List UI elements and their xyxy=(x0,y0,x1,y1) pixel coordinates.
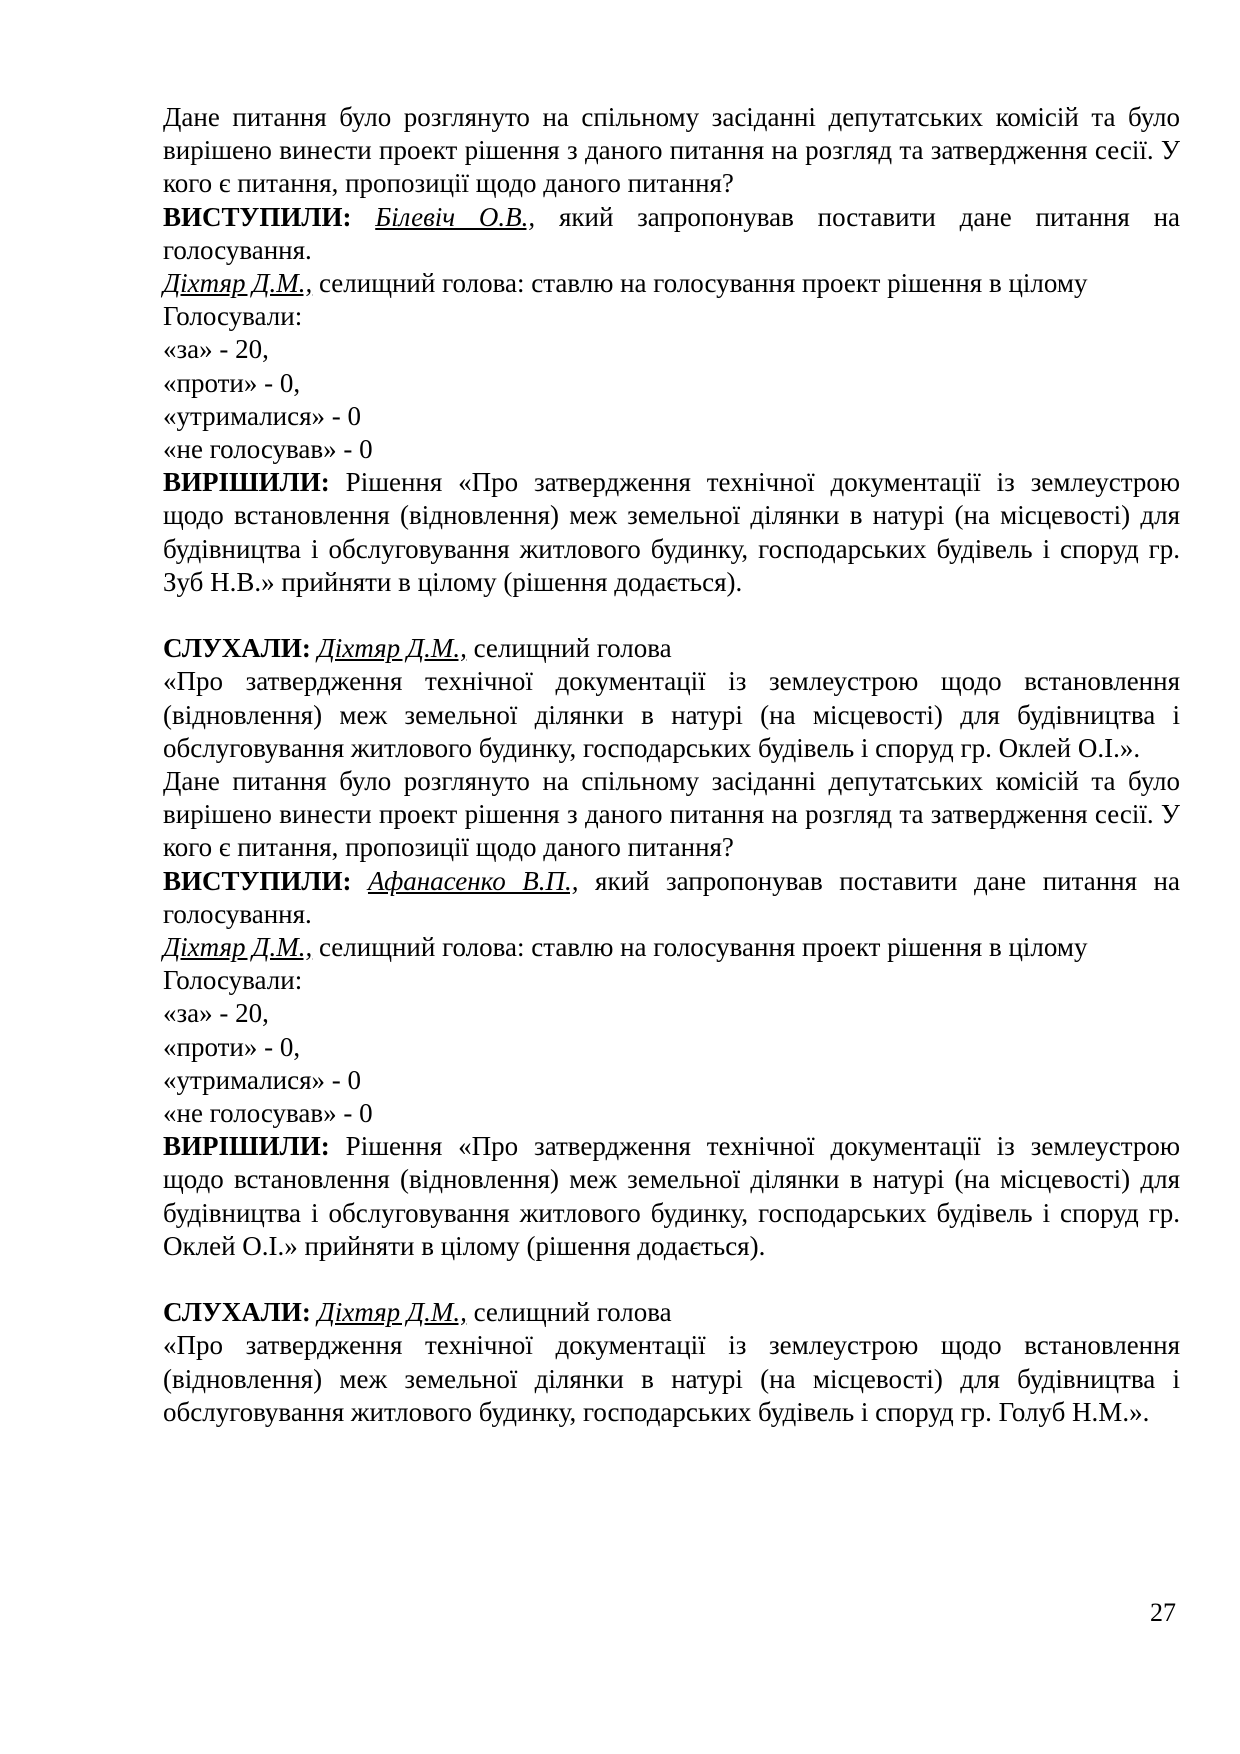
vote-abstained: «утрималися» - 0 xyxy=(163,1064,362,1095)
speaker-name: Афанасенко В.П., xyxy=(367,865,579,896)
heard-label: СЛУХАЛИ: xyxy=(163,1297,311,1328)
block3-topic: «Про затвердження технічної документації із землеустрою щодо встановлення (відновлення) меж земельної ділянки в натурі (на місцевості) для будівництва і обслуговування житлового будинку, господарських будівель і споруд гр. Голуб Н.М.». xyxy=(163,1330,1180,1427)
decided-text: Рішення «Про затвердження технічної документації із землеустрою щодо встановлення (відновлення) меж земельної ділянки в натурі (на місцевості) для будівництва і обслуговування житлового будинку, господарських будівель і споруд гр. Оклей О.І.» прийняти в цілому (рішення додається). xyxy=(163,1131,1180,1261)
section-spacer xyxy=(163,1263,1180,1296)
votes-heading: Голосували: xyxy=(163,301,303,332)
vote-not-voted: «не голосував» - 0 xyxy=(163,434,373,465)
vote-abstained: «утрималися» - 0 xyxy=(163,400,362,431)
vote-for: «за» - 20, xyxy=(163,998,269,1029)
decided-label: ВИРІШИЛИ: xyxy=(163,467,330,498)
heard-name: Діхтяр Д.М., xyxy=(317,1297,467,1328)
heard-name: Діхтяр Д.М., xyxy=(317,633,467,664)
vote-against: «проти» - 0, xyxy=(163,367,301,398)
block1-chair xyxy=(163,267,1180,300)
block1-discussion: Дане питання було розглянуто на спільному засіданні депутатських комісій та було вирішено винести проект рішення з даного питання на розгляд та затвердження сесії. У кого є питання, пропозиції щодо даного питання? xyxy=(163,102,1180,199)
block2-chair xyxy=(163,931,1180,964)
block2-spoke xyxy=(163,865,1180,931)
block1-decided xyxy=(163,466,1180,599)
block2-decided xyxy=(163,1130,1180,1263)
block1-spoke xyxy=(163,201,1180,267)
block2-discussion: Дане питання було розглянуто на спільному засіданні депутатських комісій та було вирішено винести проект рішення з даного питання на розгляд та затвердження сесії. У кого є питання, пропозиції щодо даного питання? xyxy=(163,766,1180,863)
chair-text: селищний голова: ставлю на голосування проект рішення в цілому xyxy=(318,932,1088,963)
vote-against: «проти» - 0, xyxy=(163,1031,301,1062)
vote-for: «за» - 20, xyxy=(163,334,269,365)
votes-heading: Голосували: xyxy=(163,965,303,996)
block3-heard xyxy=(163,1296,1180,1329)
heard-role: селищний голова xyxy=(473,633,672,664)
decided-label: ВИРІШИЛИ: xyxy=(163,1131,330,1162)
document-body xyxy=(163,101,1180,1429)
chair-name: Діхтяр Д.М., xyxy=(163,932,313,963)
speaker-text: який запропонував поставити дане питання на голосування. xyxy=(163,201,1181,265)
heard-role: селищний голова xyxy=(473,1297,672,1328)
decided-text: Рішення «Про затвердження технічної документації із землеустрою щодо встановлення (відновлення) меж земельної ділянки в натурі (на місцевості) для будівництва і обслуговування житлового будинку, господарських будівель і споруд гр. Зуб Н.В.» прийняти в цілому (рішення додається). xyxy=(163,467,1180,597)
spoke-label: ВИСТУПИЛИ: xyxy=(163,865,352,896)
block2-heard xyxy=(163,632,1180,665)
page-number: 27 xyxy=(1150,1598,1176,1627)
speaker-text: який запропонував поставити дане питання на голосування. xyxy=(163,865,1180,929)
heard-label: СЛУХАЛИ: xyxy=(163,633,311,664)
spoke-label: ВИСТУПИЛИ: xyxy=(163,201,352,232)
block2-topic: «Про затвердження технічної документації із землеустрою щодо встановлення (відновлення) меж земельної ділянки в натурі (на місцевості) для будівництва і обслуговування житлового будинку, господарських будівель і споруд гр. Оклей О.І.». xyxy=(163,666,1180,763)
section-spacer xyxy=(163,599,1180,632)
vote-not-voted: «не голосував» - 0 xyxy=(163,1098,373,1129)
speaker-name: Білевіч О.В., xyxy=(375,201,536,232)
chair-name: Діхтяр Д.М., xyxy=(163,268,313,299)
chair-text: селищний голова: ставлю на голосування проект рішення в цілому xyxy=(318,268,1088,299)
